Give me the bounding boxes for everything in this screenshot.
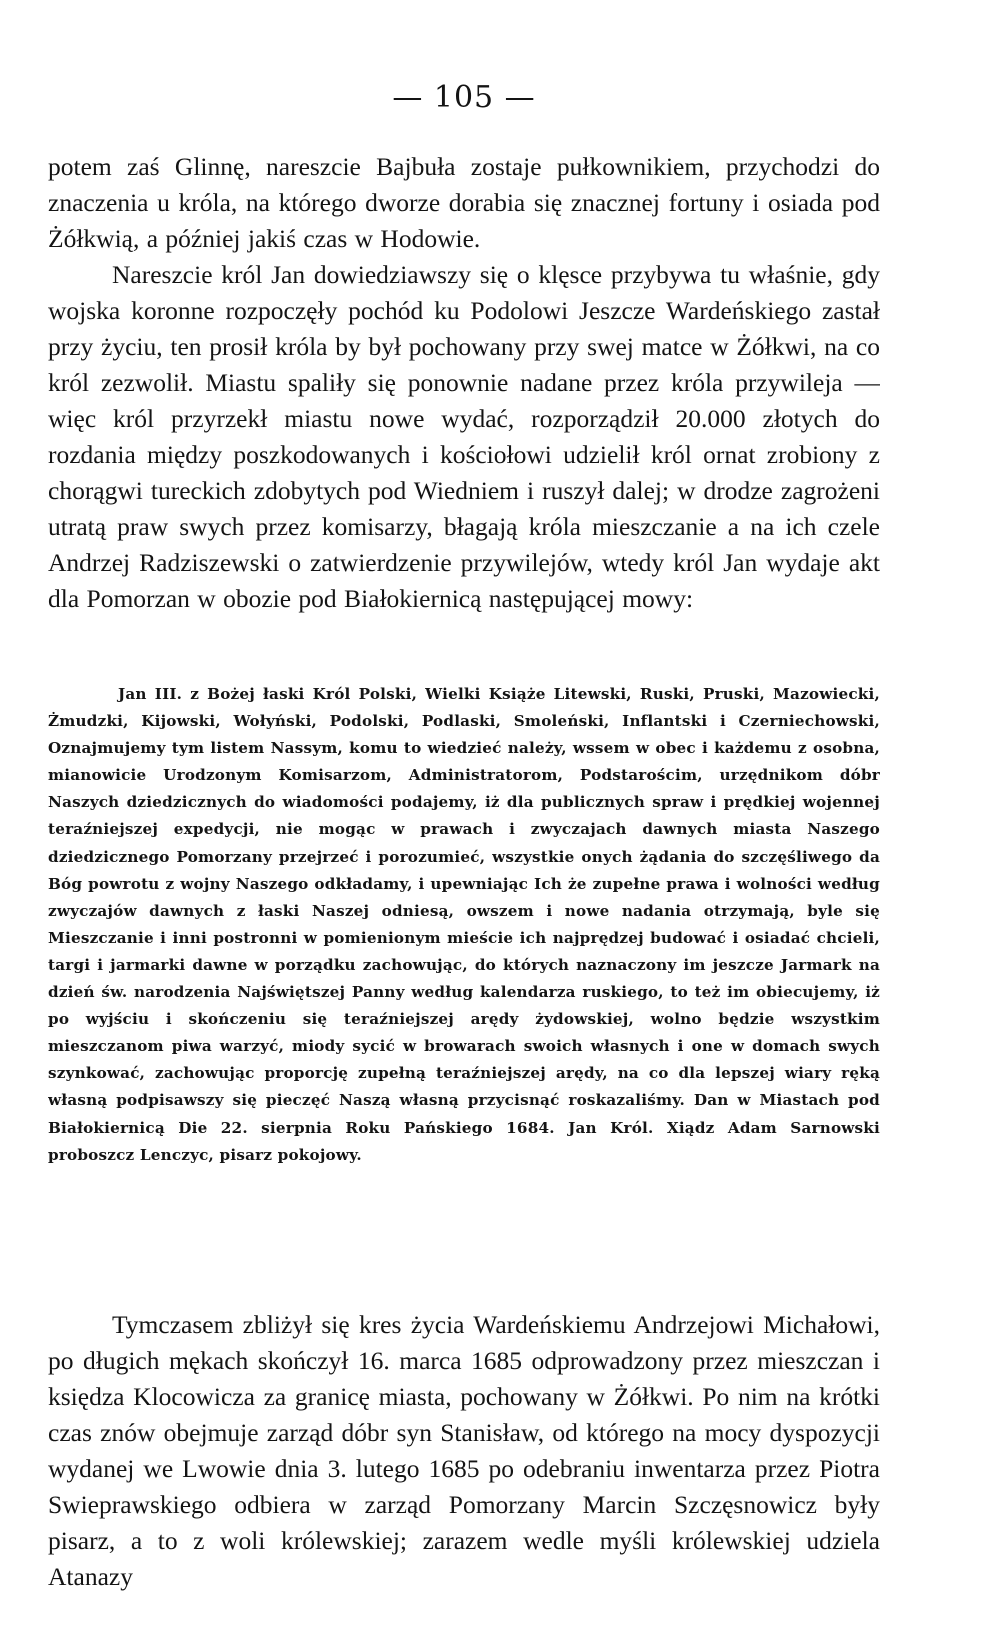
paragraph-continuation: potem zaś Glinnę, nareszcie Bajbuła zostaje pułkownikiem, przychodzi do znaczenia u króla, na którego dworze dorabia się znacznej fortuny i osiada pod Żółkwią, a później jakiś czas w Hodowie. [48,152,880,253]
page-number: — 105 — [392,80,536,115]
royal-privilege-document: Jan III. z Bożej łaski Król Polski, Wielki Książe Litewski, Ruski, Pruski, Mazowiecki, Żmudzki, Kijowski, Wołyński, Podolski, Podlaski, Smoleński, Inflantski i Czerniechowski, Oznajmujemy tym listem Nassym, komu to wiedzieć należy, wssem w obec i każdemu z osobna, mianowicie Urodzonym Komisarzom, Administratorom, Podstarościm, urzędnikom dóbr Naszych dziedzicznych do wiadomości podajemy, iż dla publicznych spraw i prędkiej wojennej teraźniejszej expedycji, nie mogąc w prawach i zwyczajach dawnych miasta Naszego dziedzicznego Pomorzany przejrzeć i porozumieć, wszystkie onych żądania do szczęśliwego da Bóg powrotu z wojny Naszego odkładamy, i upewniając Ich że zupełne prawa i wolności według zwyczajów dawnych z łaski Naszej odniesą, owszem i nowe nadania otrzymają, byle się Mieszczanie i inni postronni w pomienionym mieście ich najprędzej budować i osiadać chcieli, targi i jarmarki dawne w porządku zachowując, do których naznaczony im jeszcze Jarmark na dzień św. narodzenia Najświętszej Panny według kalendarza ruskiego, to też im obiecujemy, iż po wyjściu i skończeniu się teraźniejszej arędy żydowskiej, wolno będzie wszystkim mieszczanom piwa warzyć, miody sycić w browarach swoich własnych i one w domach swych szynkować, zachowując proporcję zupełną teraźniejszej arędy, na co dla lepszej wiary ręką własną podpisawszy się pieczęć Naszą własną przycisnąć roskazaliśmy. Dan w Miastach pod Białokiernicą Die 22. sierpnia Roku Pańskiego 1684. Jan Król. Xiądz Adam Sarnowski proboszcz Lenczyc, pisarz pokojowy. [48,685,880,1164]
paragraph-closing: Tymczasem zbliżył się kres życia Wardeńskiemu Andrzejowi Michałowi, po długich mękach skończył 16. marca 1685 odprowadzony przez mieszczan i księdza Klocowicza za granicę miasta, pochowany w Żółkwi. Po nim na krótki czas znów obejmuje zarząd dóbr syn Stanisław, od którego na mocy dyspozycji wydanej we Lwowie dnia 3. lutego 1685 po odebraniu inwentarza przez Piotra Swieprawskiego odbiera w zarząd Pomorzany Marcin Szczęsnowicz były pisarz, a to z woli królewskiej; zarazem wedle myśli królewskiej udziela Atanazy [48,1310,880,1591]
paragraph-king-jan: Nareszcie król Jan dowiedziawszy się o klęsce przybywa tu właśnie, gdy wojska koronne rozpoczęły pochód ku Podolowi Jeszcze Wardeńskiego zastał przy życiu, ten prosił króla by był pochowany przy swej matce w Żółkwi, na co król zezwolił. Miastu spaliły się ponownie nadane przez króla przywileja — więc król przyrzekł miastu nowe wydać, rozporządził 20.000 złotych do rozdania między poszkodowanych i kościołowi udzielił król ornat zrobiony z chorągwi tureckich zdobytych pod Wiedniem i ruszył dalej; w drodze zagrożeni utratą praw swych przez komisarzy, błagają króla mieszczanie a na ich czele Andrzej Radziszewski o zatwierdzenie przywilejów, wtedy król Jan wydaje akt dla Pomorzan w obozie pod Białokiernicą następującej mowy: [48,260,880,613]
book-page [48,80,880,1597]
